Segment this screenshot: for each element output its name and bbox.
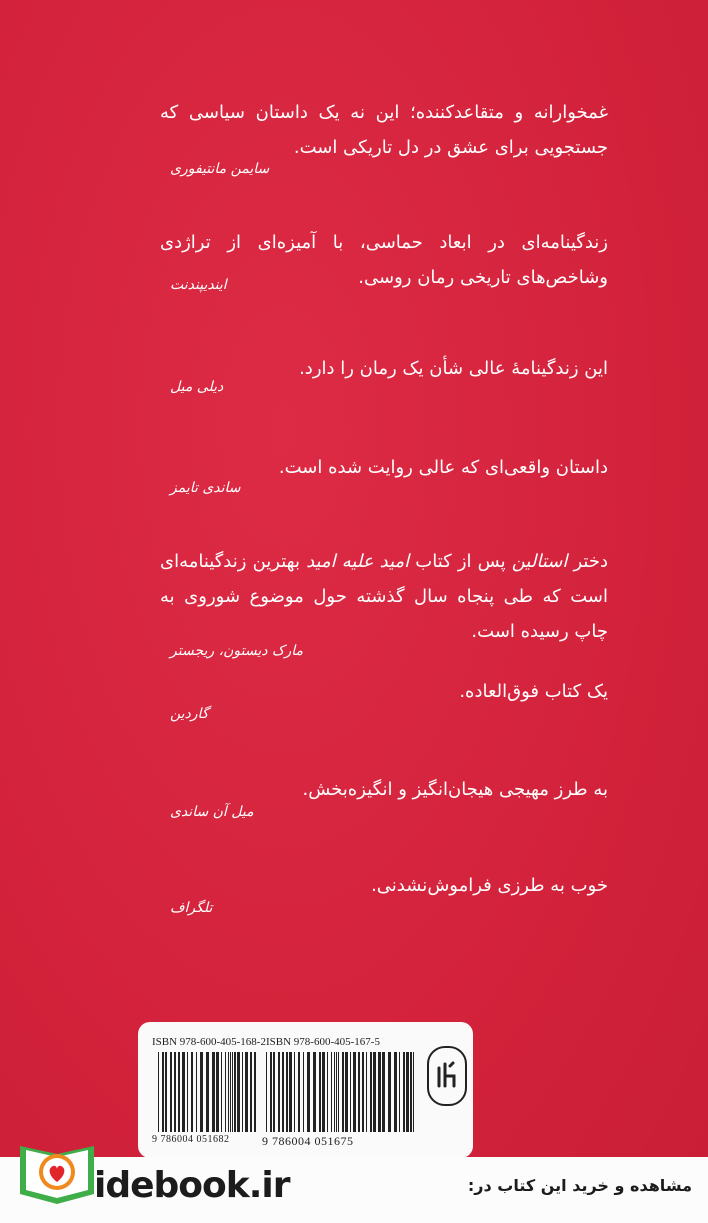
quote-text: غمخوارانه و متقاعدکننده؛ این نه یک داستان سیاسی که جستجویی برای عشق در دل تاریکی است. [160,102,608,158]
quote-text: به طرز مهیجی هیجان‌انگیز و انگیزه‌بخش. [302,779,608,800]
publisher-mark-icon [434,1056,460,1096]
quote-2 [160,225,608,295]
quote-text: داستان واقعی‌ای که عالی روایت شده است. [278,457,608,478]
quote-italic-title: امید علیه امید [306,551,410,572]
quote-source: تلگراف [170,900,213,916]
quote-1 [160,95,608,177]
site-cta: مشاهده و خرید این کتاب در: [467,1176,692,1195]
quote-source: ایندیپندنت [170,277,227,293]
barcode-stripe [256,1052,258,1132]
open-book-heart-icon [12,1124,102,1214]
barcode-stripe [414,1052,415,1132]
set-isbn-label: ISBN 978-600-405-168-2 [152,1036,266,1048]
book-barcode-digits: 9 786004 051675 [262,1134,354,1148]
quote-text: یک کتاب فوق‌العاده. [459,681,608,702]
quote-5 [160,544,608,659]
book-isbn-label: ISBN 978-600-405-167-5 [266,1036,380,1048]
quote-source: ساندی تایمز [170,480,241,496]
quote-6 [160,674,608,722]
book-barcode [266,1052,416,1132]
quote-text: خوب به طرزی فراموش‌نشدنی. [371,875,608,896]
quote-source: میل آن ساندی [170,804,254,820]
quote-text: دختر استالین پس از کتاب امید علیه امید بهترین زندگینامه‌ای است که طی پنجاه سال گذشته حول موضوع شوروی به چاپ رسیده است. [160,551,608,642]
quote-source: سایمن مانتیفوری [170,161,270,177]
quote-source: دیلی میل [170,379,224,395]
quote-3 [160,351,608,395]
isbn-barcode-panel [138,1022,473,1158]
quote-7 [160,772,608,820]
site-name[interactable]: idebook.ir [94,1165,290,1206]
set-barcode [158,1052,258,1132]
quote-4 [160,450,608,496]
quote-text: این زندگینامهٔ عالی شأن یک رمان را دارد. [299,358,608,379]
quote-italic-title: استالین [511,551,568,572]
quote-source: گاردین [170,706,209,722]
quote-8 [160,868,608,916]
quote-source: مارک دیستون، ریجستر [170,643,303,659]
publisher-logo-icon [427,1046,467,1106]
set-barcode-digits: 9 786004 051682 [152,1134,230,1145]
quote-text: زندگینامه‌ای در ابعاد حماسی، با آمیزه‌ای از تراژدی وشاخص‌های تاریخی رمان روسی. [160,232,608,288]
